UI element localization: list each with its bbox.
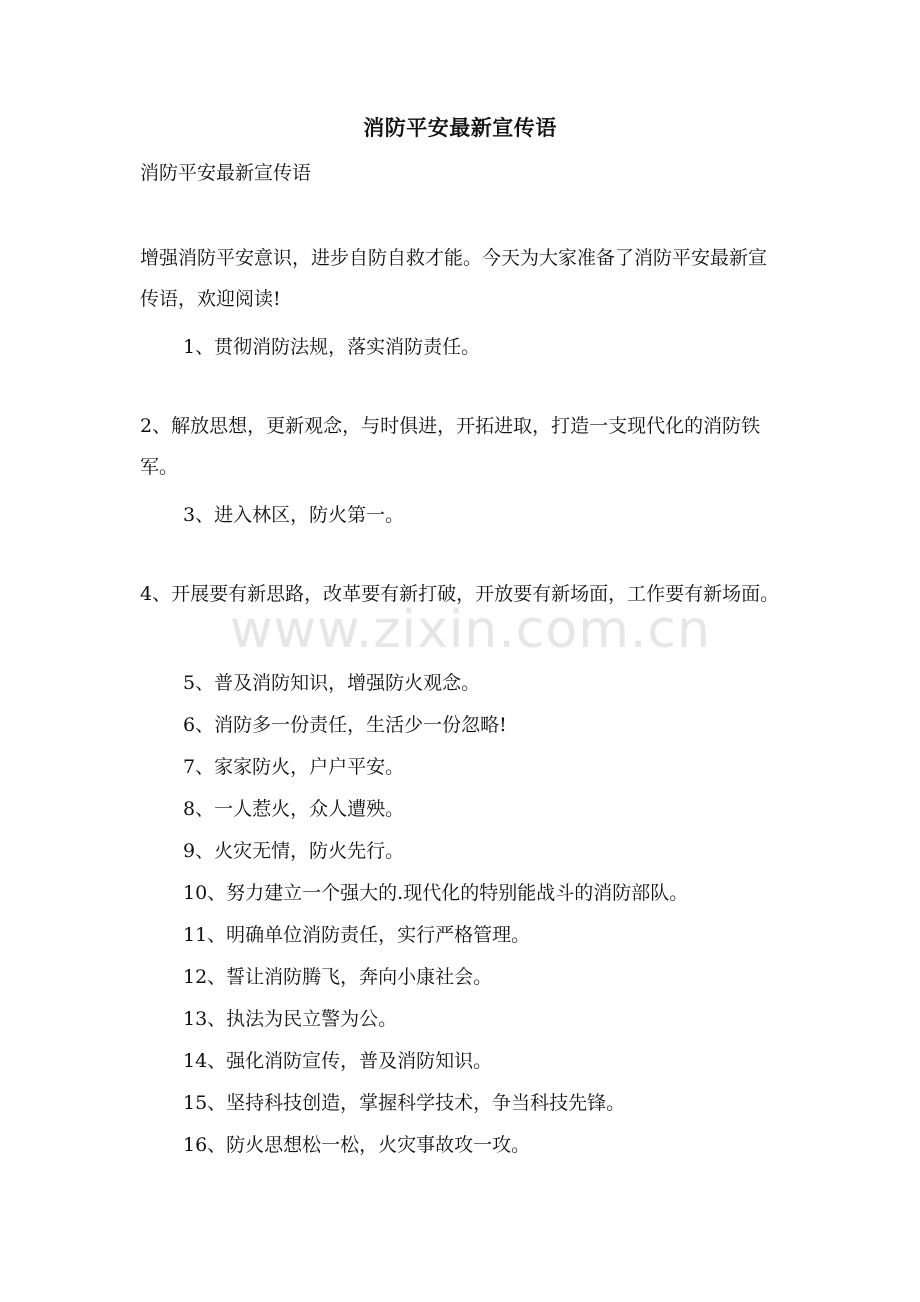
slogan-item: 11、明确单位消防责任，实行严格管理。 [183, 924, 531, 946]
slogan-item: 15、坚持科技创造，掌握科学技术，争当科技先锋。 [183, 1092, 626, 1114]
slogan-item: 6、消防多一份责任，生活少一份忽略! [183, 714, 507, 736]
slogan-item: 10、努力建立一个强大的.现代化的特别能战斗的消防部队。 [183, 882, 689, 904]
slogan-item: 4、开展要有新思路，改革要有新打破，开放要有新场面，工作要有新场面。 [140, 583, 780, 605]
slogan-item: 8、一人惹火，众人遭殃。 [183, 798, 405, 820]
document-subtitle: 消防平安最新宣传语 [140, 162, 312, 184]
slogan-item: 3、进入林区，防火第一。 [183, 504, 405, 526]
intro-paragraph: 增强消防平安意识，进步自防自救才能。今天为大家准备了消防平安最新宣传语，欢迎阅读! [140, 247, 768, 310]
slogan-item: 7、家家防火，户户平安。 [183, 756, 405, 778]
slogan-item: 13、执法为民立警为公。 [183, 1008, 398, 1030]
slogan-item: 9、火灾无情，防火先行。 [183, 840, 405, 862]
slogan-item: 5、普及消防知识，增强防火观念。 [183, 672, 481, 694]
slogan-item: 2、解放思想，更新观念，与时俱进，开拓进取，打造一支现代化的消防铁军。 [140, 415, 761, 478]
watermark: www.zixin.com.cn [230, 600, 711, 660]
slogan-item: 1、贯彻消防法规，落实消防责任。 [183, 336, 481, 358]
document-title: 消防平安最新宣传语 [363, 115, 557, 140]
slogan-item: 14、强化消防宣传，普及消防知识。 [183, 1050, 493, 1072]
slogan-item: 16、防火思想松一松，火灾事故攻一攻。 [183, 1134, 531, 1156]
slogan-item: 12、誓让消防腾飞，奔向小康社会。 [183, 966, 493, 988]
